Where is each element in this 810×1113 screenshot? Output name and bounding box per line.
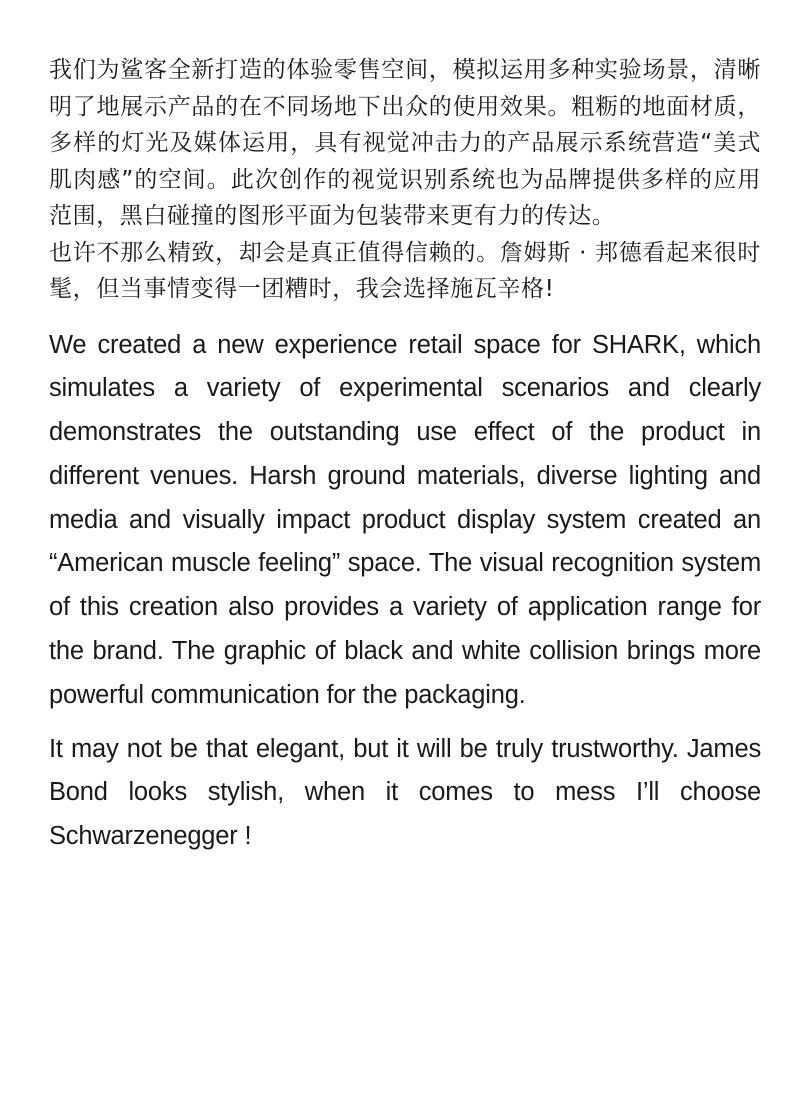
english-paragraph-1: We created a new experience retail space for SHARK, which simulates a variety of experimental scenarios and clearly demonstrates the outstanding use effect of the product in different venues. Harsh ground materials, diverse lighting and media and visually impact product display system created an “American muscle feeling” space. The visual recognition system of this creation also provides a variety of application range for the brand. The graphic of black and white collision brings more powerful communication for the packaging. bbox=[49, 330, 761, 709]
chinese-paragraph-2: 也许不那么精致，却会是真正值得信赖的。詹姆斯 · 邦德看起来很时髦，但当事情变得一团糟时，我会选择施瓦辛格! bbox=[49, 239, 761, 302]
english-paragraph-2: It may not be that elegant, but it will be truly trustworthy. James Bond looks stylish, when it comes to mess I’ll choose Schwarzenegger ! bbox=[49, 734, 761, 851]
chinese-paragraph-1: 我们为鲨客全新打造的体验零售空间，模拟运用多种实验场景，清晰明了地展示产品的在不同场地下出众的使用效果。粗粝的地面材质，多样的灯光及媒体运用，具有视觉冲击力的产品展示系统营造“美式肌肉感”的空间。此次创作的视觉识别系统也为品牌提供多样的应用范围，黑白碰撞的图形平面为包装带来更有力的传达。 bbox=[49, 57, 761, 229]
text-content bbox=[49, 52, 761, 859]
